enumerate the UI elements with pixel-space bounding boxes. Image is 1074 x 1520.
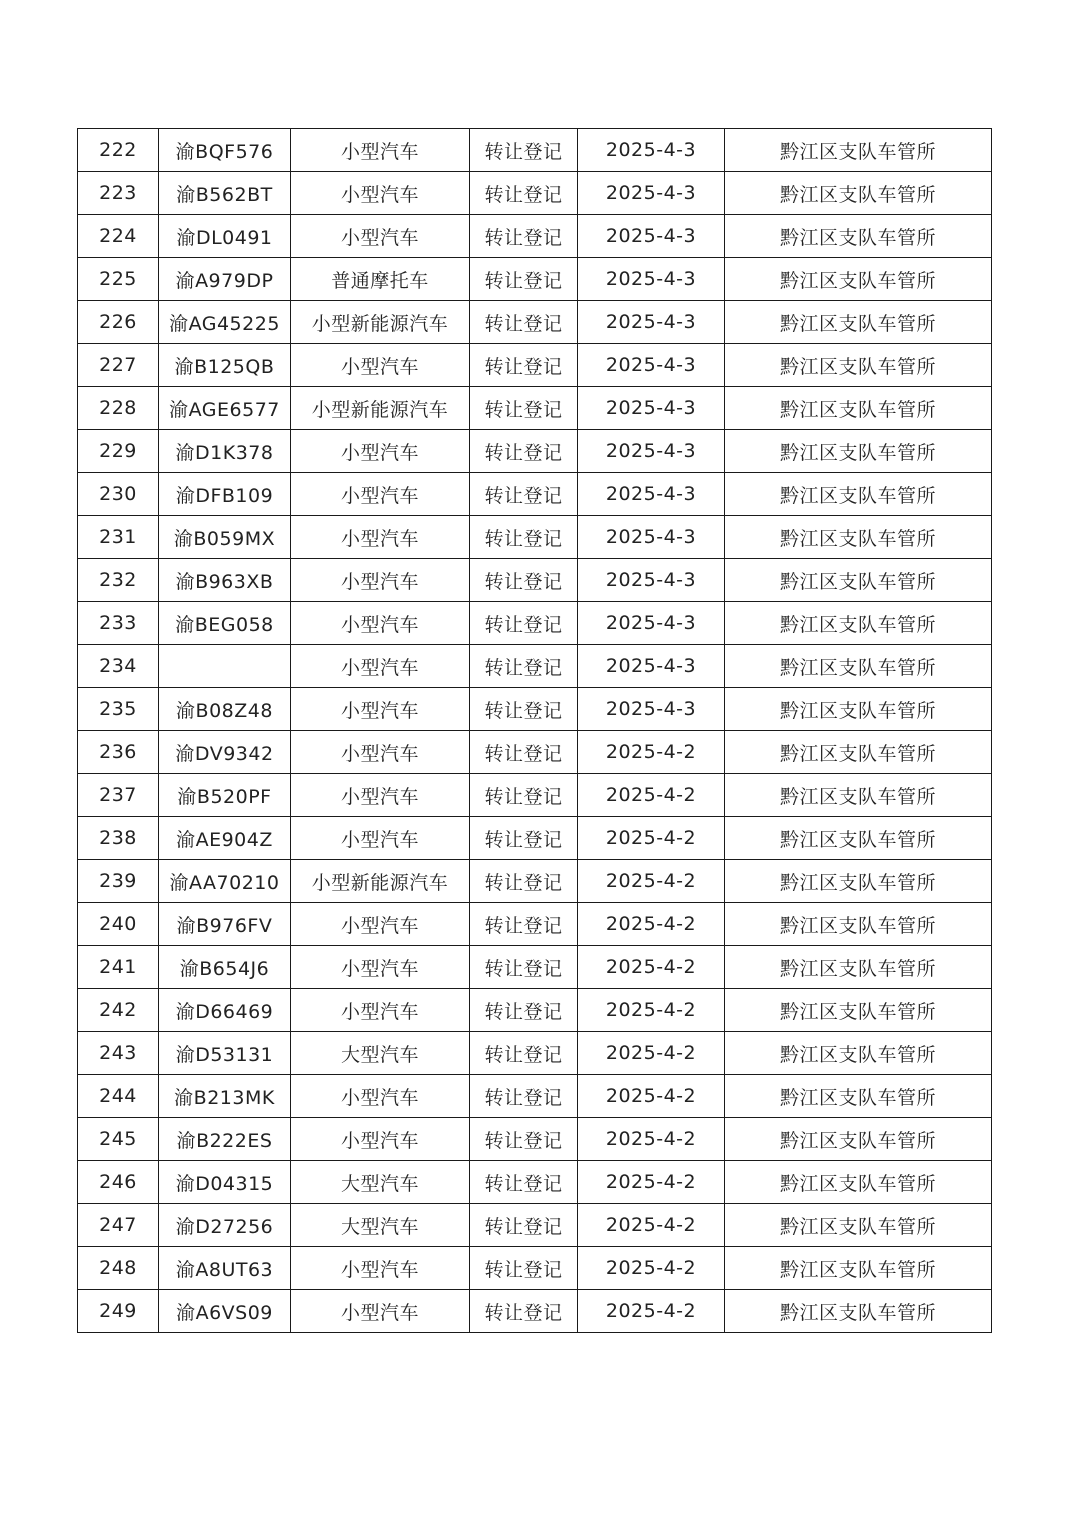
office-cell: 黔江区支队车管所	[725, 473, 992, 516]
office-cell: 黔江区支队车管所	[725, 688, 992, 731]
table-row	[78, 559, 992, 602]
date-cell: 2025-4-2	[578, 1204, 725, 1247]
date-cell: 2025-4-3	[578, 172, 725, 215]
business-type-cell: 转让登记	[470, 344, 578, 387]
row-number-cell: 246	[78, 1161, 159, 1204]
date-cell: 2025-4-3	[578, 215, 725, 258]
office-cell: 黔江区支队车管所	[725, 860, 992, 903]
plate-number-cell: 渝DFB109	[159, 473, 291, 516]
table-row	[78, 473, 992, 516]
vehicle-type-cell: 小型汽车	[291, 1075, 470, 1118]
date-cell: 2025-4-2	[578, 1118, 725, 1161]
table-row	[78, 989, 992, 1032]
vehicle-type-cell: 小型汽车	[291, 129, 470, 172]
table-row	[78, 215, 992, 258]
business-type-cell: 转让登记	[470, 215, 578, 258]
business-type-cell: 转让登记	[470, 172, 578, 215]
vehicle-type-cell: 小型新能源汽车	[291, 301, 470, 344]
date-cell: 2025-4-3	[578, 258, 725, 301]
plate-number-cell: 渝B520PF	[159, 774, 291, 817]
business-type-cell: 转让登记	[470, 1247, 578, 1290]
business-type-cell: 转让登记	[470, 387, 578, 430]
plate-number-cell: 渝B08Z48	[159, 688, 291, 731]
date-cell: 2025-4-2	[578, 731, 725, 774]
office-cell: 黔江区支队车管所	[725, 817, 992, 860]
business-type-cell: 转让登记	[470, 1032, 578, 1075]
row-number-cell: 231	[78, 516, 159, 559]
plate-number-cell: 渝B125QB	[159, 344, 291, 387]
business-type-cell: 转让登记	[470, 602, 578, 645]
date-cell: 2025-4-2	[578, 1161, 725, 1204]
office-cell: 黔江区支队车管所	[725, 516, 992, 559]
vehicle-type-cell: 大型汽车	[291, 1204, 470, 1247]
row-number-cell: 244	[78, 1075, 159, 1118]
vehicle-type-cell: 小型汽车	[291, 1290, 470, 1333]
table-row	[78, 344, 992, 387]
plate-number-cell: 渝DL0491	[159, 215, 291, 258]
date-cell: 2025-4-3	[578, 645, 725, 688]
office-cell: 黔江区支队车管所	[725, 946, 992, 989]
row-number-cell: 226	[78, 301, 159, 344]
vehicle-type-cell: 小型汽车	[291, 989, 470, 1032]
vehicle-type-cell: 小型汽车	[291, 430, 470, 473]
plate-number-cell: 渝B976FV	[159, 903, 291, 946]
row-number-cell: 227	[78, 344, 159, 387]
office-cell: 黔江区支队车管所	[725, 387, 992, 430]
table-row	[78, 1118, 992, 1161]
row-number-cell: 249	[78, 1290, 159, 1333]
office-cell: 黔江区支队车管所	[725, 731, 992, 774]
table-row	[78, 1075, 992, 1118]
plate-number-cell: 渝B222ES	[159, 1118, 291, 1161]
vehicle-type-cell: 小型汽车	[291, 688, 470, 731]
vehicle-type-cell: 小型汽车	[291, 559, 470, 602]
table-row	[78, 817, 992, 860]
date-cell: 2025-4-2	[578, 1290, 725, 1333]
vehicle-type-cell: 小型新能源汽车	[291, 387, 470, 430]
business-type-cell: 转让登记	[470, 903, 578, 946]
table-row	[78, 602, 992, 645]
plate-number-cell: 渝D53131	[159, 1032, 291, 1075]
plate-number-cell: 渝D04315	[159, 1161, 291, 1204]
office-cell: 黔江区支队车管所	[725, 989, 992, 1032]
vehicle-type-cell: 小型汽车	[291, 344, 470, 387]
table-row	[78, 172, 992, 215]
row-number-cell: 230	[78, 473, 159, 516]
date-cell: 2025-4-2	[578, 1075, 725, 1118]
business-type-cell: 转让登记	[470, 946, 578, 989]
business-type-cell: 转让登记	[470, 473, 578, 516]
vehicle-type-cell: 大型汽车	[291, 1161, 470, 1204]
vehicle-type-cell: 小型汽车	[291, 731, 470, 774]
plate-number-cell: 渝D27256	[159, 1204, 291, 1247]
business-type-cell: 转让登记	[470, 1204, 578, 1247]
date-cell: 2025-4-3	[578, 516, 725, 559]
table-row	[78, 129, 992, 172]
row-number-cell: 236	[78, 731, 159, 774]
business-type-cell: 转让登记	[470, 1075, 578, 1118]
table-row	[78, 1247, 992, 1290]
office-cell: 黔江区支队车管所	[725, 344, 992, 387]
business-type-cell: 转让登记	[470, 774, 578, 817]
date-cell: 2025-4-3	[578, 301, 725, 344]
vehicle-type-cell: 大型汽车	[291, 1032, 470, 1075]
plate-number-cell: 渝D1K378	[159, 430, 291, 473]
table-row	[78, 903, 992, 946]
vehicle-type-cell: 小型新能源汽车	[291, 860, 470, 903]
row-number-cell: 241	[78, 946, 159, 989]
table-row	[78, 774, 992, 817]
business-type-cell: 转让登记	[470, 860, 578, 903]
row-number-cell: 234	[78, 645, 159, 688]
date-cell: 2025-4-3	[578, 430, 725, 473]
row-number-cell: 242	[78, 989, 159, 1032]
plate-number-cell: 渝B963XB	[159, 559, 291, 602]
vehicle-type-cell: 小型汽车	[291, 602, 470, 645]
business-type-cell: 转让登记	[470, 817, 578, 860]
row-number-cell: 247	[78, 1204, 159, 1247]
date-cell: 2025-4-2	[578, 774, 725, 817]
plate-number-cell: 渝AGE6577	[159, 387, 291, 430]
plate-number-cell: 渝BEG058	[159, 602, 291, 645]
plate-number-cell: 渝A6VS09	[159, 1290, 291, 1333]
plate-number-cell: 渝D66469	[159, 989, 291, 1032]
table-row	[78, 1290, 992, 1333]
table-body	[78, 129, 992, 1333]
office-cell: 黔江区支队车管所	[725, 559, 992, 602]
row-number-cell: 224	[78, 215, 159, 258]
plate-number-cell: 渝B213MK	[159, 1075, 291, 1118]
business-type-cell: 转让登记	[470, 645, 578, 688]
plate-number-cell: 渝BQF576	[159, 129, 291, 172]
business-type-cell: 转让登记	[470, 516, 578, 559]
plate-number-cell: 渝B562BT	[159, 172, 291, 215]
business-type-cell: 转让登记	[470, 731, 578, 774]
date-cell: 2025-4-3	[578, 473, 725, 516]
business-type-cell: 转让登记	[470, 129, 578, 172]
business-type-cell: 转让登记	[470, 301, 578, 344]
date-cell: 2025-4-3	[578, 688, 725, 731]
office-cell: 黔江区支队车管所	[725, 129, 992, 172]
business-type-cell: 转让登记	[470, 559, 578, 602]
row-number-cell: 239	[78, 860, 159, 903]
row-number-cell: 229	[78, 430, 159, 473]
row-number-cell: 225	[78, 258, 159, 301]
row-number-cell: 223	[78, 172, 159, 215]
table-row	[78, 301, 992, 344]
date-cell: 2025-4-2	[578, 903, 725, 946]
vehicle-type-cell: 小型汽车	[291, 1118, 470, 1161]
plate-number-cell	[159, 645, 291, 688]
table-row	[78, 1032, 992, 1075]
office-cell: 黔江区支队车管所	[725, 172, 992, 215]
vehicle-type-cell: 小型汽车	[291, 215, 470, 258]
plate-number-cell: 渝AA70210	[159, 860, 291, 903]
date-cell: 2025-4-3	[578, 559, 725, 602]
office-cell: 黔江区支队车管所	[725, 1290, 992, 1333]
plate-number-cell: 渝DV9342	[159, 731, 291, 774]
vehicle-type-cell: 普通摩托车	[291, 258, 470, 301]
office-cell: 黔江区支队车管所	[725, 1161, 992, 1204]
table-row	[78, 258, 992, 301]
table-row	[78, 645, 992, 688]
table-row	[78, 731, 992, 774]
date-cell: 2025-4-3	[578, 129, 725, 172]
vehicle-type-cell: 小型汽车	[291, 1247, 470, 1290]
office-cell: 黔江区支队车管所	[725, 1204, 992, 1247]
row-number-cell: 228	[78, 387, 159, 430]
plate-number-cell: 渝AG45225	[159, 301, 291, 344]
date-cell: 2025-4-2	[578, 860, 725, 903]
vehicle-type-cell: 小型汽车	[291, 516, 470, 559]
office-cell: 黔江区支队车管所	[725, 1247, 992, 1290]
vehicle-type-cell: 小型汽车	[291, 817, 470, 860]
office-cell: 黔江区支队车管所	[725, 301, 992, 344]
office-cell: 黔江区支队车管所	[725, 1032, 992, 1075]
date-cell: 2025-4-3	[578, 602, 725, 645]
vehicle-type-cell: 小型汽车	[291, 774, 470, 817]
business-type-cell: 转让登记	[470, 989, 578, 1032]
business-type-cell: 转让登记	[470, 1118, 578, 1161]
vehicle-type-cell: 小型汽车	[291, 946, 470, 989]
table-row	[78, 387, 992, 430]
business-type-cell: 转让登记	[470, 430, 578, 473]
table-row	[78, 430, 992, 473]
table-row	[78, 1161, 992, 1204]
plate-number-cell: 渝AE904Z	[159, 817, 291, 860]
business-type-cell: 转让登记	[470, 1290, 578, 1333]
table-row	[78, 688, 992, 731]
office-cell: 黔江区支队车管所	[725, 903, 992, 946]
office-cell: 黔江区支队车管所	[725, 258, 992, 301]
plate-number-cell: 渝B654J6	[159, 946, 291, 989]
date-cell: 2025-4-2	[578, 946, 725, 989]
row-number-cell: 245	[78, 1118, 159, 1161]
business-type-cell: 转让登记	[470, 1161, 578, 1204]
date-cell: 2025-4-3	[578, 344, 725, 387]
office-cell: 黔江区支队车管所	[725, 602, 992, 645]
row-number-cell: 240	[78, 903, 159, 946]
vehicle-type-cell: 小型汽车	[291, 903, 470, 946]
date-cell: 2025-4-2	[578, 1032, 725, 1075]
office-cell: 黔江区支队车管所	[725, 215, 992, 258]
table-row	[78, 516, 992, 559]
row-number-cell: 235	[78, 688, 159, 731]
row-number-cell: 238	[78, 817, 159, 860]
vehicle-type-cell: 小型汽车	[291, 473, 470, 516]
business-type-cell: 转让登记	[470, 688, 578, 731]
office-cell: 黔江区支队车管所	[725, 1118, 992, 1161]
business-type-cell: 转让登记	[470, 258, 578, 301]
date-cell: 2025-4-2	[578, 989, 725, 1032]
vehicle-type-cell: 小型汽车	[291, 645, 470, 688]
row-number-cell: 243	[78, 1032, 159, 1075]
plate-number-cell: 渝A8UT63	[159, 1247, 291, 1290]
table-row	[78, 946, 992, 989]
table-row	[78, 1204, 992, 1247]
office-cell: 黔江区支队车管所	[725, 430, 992, 473]
date-cell: 2025-4-2	[578, 1247, 725, 1290]
office-cell: 黔江区支队车管所	[725, 774, 992, 817]
vehicle-transfer-table	[77, 128, 992, 1333]
plate-number-cell: 渝B059MX	[159, 516, 291, 559]
row-number-cell: 248	[78, 1247, 159, 1290]
office-cell: 黔江区支队车管所	[725, 1075, 992, 1118]
row-number-cell: 237	[78, 774, 159, 817]
plate-number-cell: 渝A979DP	[159, 258, 291, 301]
date-cell: 2025-4-2	[578, 817, 725, 860]
row-number-cell: 232	[78, 559, 159, 602]
row-number-cell: 222	[78, 129, 159, 172]
office-cell: 黔江区支队车管所	[725, 645, 992, 688]
table-row	[78, 860, 992, 903]
date-cell: 2025-4-3	[578, 387, 725, 430]
row-number-cell: 233	[78, 602, 159, 645]
vehicle-type-cell: 小型汽车	[291, 172, 470, 215]
